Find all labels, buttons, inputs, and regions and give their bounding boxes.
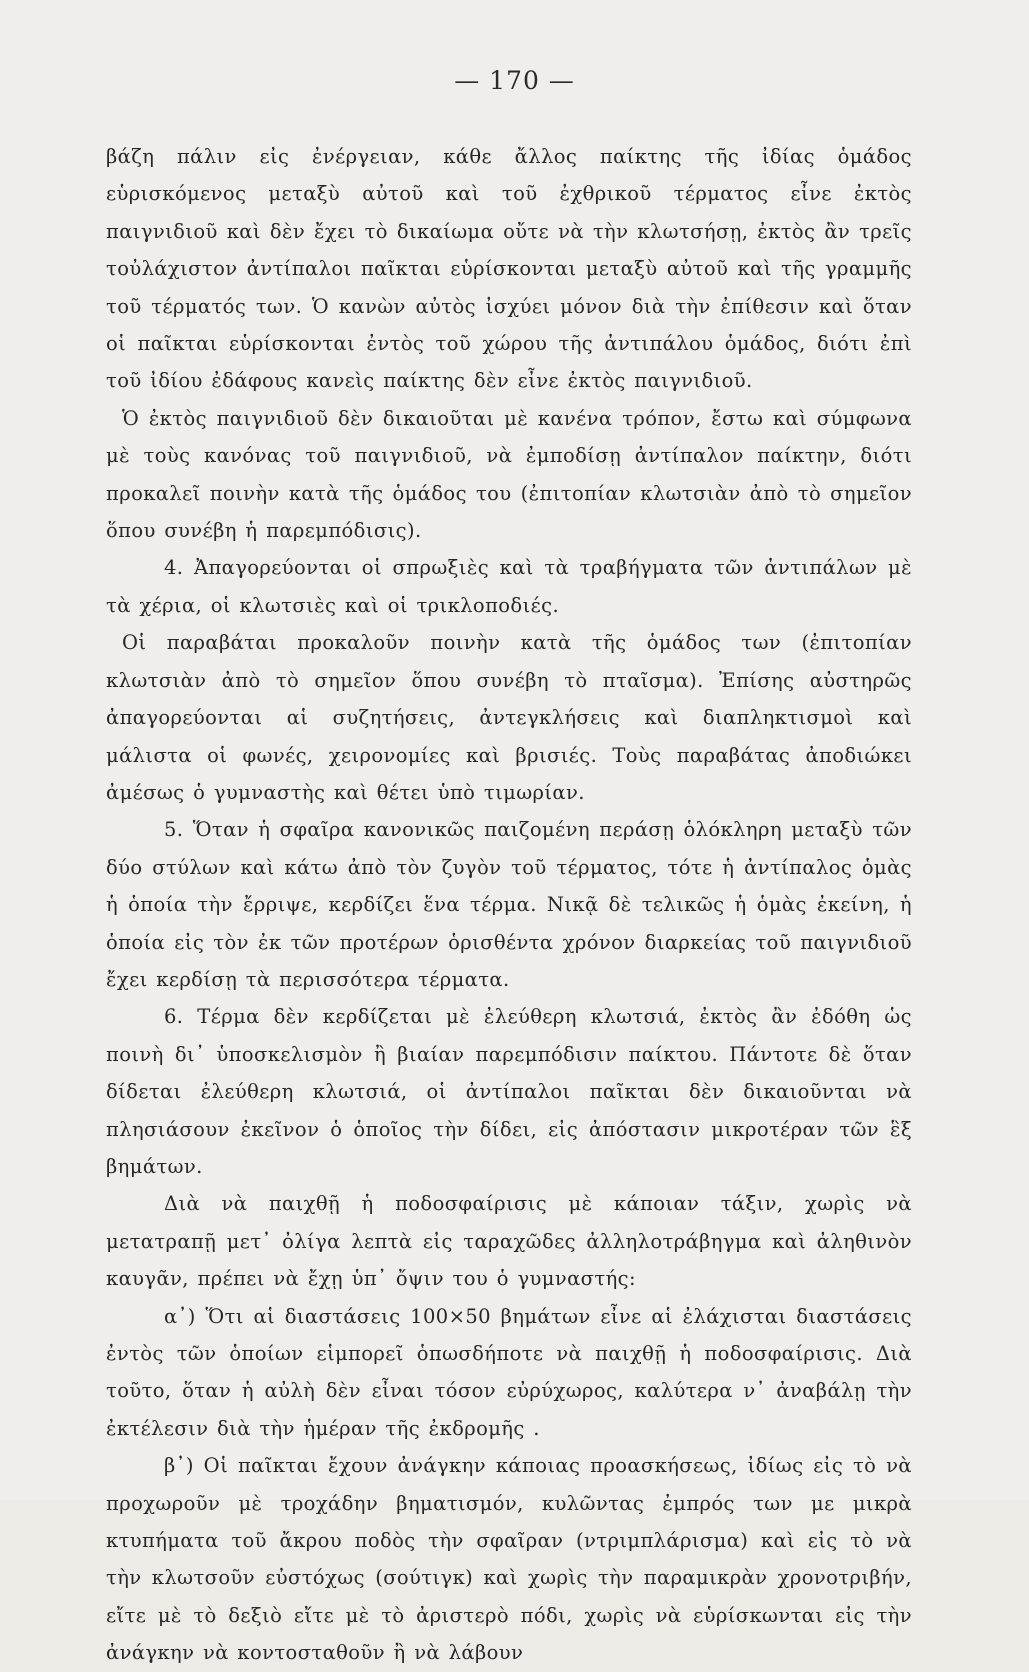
paragraph-rule-4: 4. Ἀπαγορεύονται οἱ σπρωξιὲς καὶ τὰ τραβήγματα τῶν ἀντιπάλων μὲ τὰ χέρια, οἱ κλωτσιὲς καὶ οἱ τρικλοποδιές. <box>106 556 912 617</box>
paragraph-offenders: Οἱ παραβάται προκαλοῦν ποινὴν κατὰ τῆς ὁμάδος των (ἐπιτοπίαν κλωτσιὰν ἀπὸ τὸ σημεῖον ὅπου συνέβη τὸ πταῖσμα). Ἐπίσης αὐστηρῶς ἀπαγορεύονται αἱ συζητήσεις, ἀντεγκλήσεις καὶ διαπληκτισμοὶ καὶ μάλιστα οἱ φωνές, χειρονομίες καὶ βρισιές. Τοὺς παραβάτας ἀποδιώκει ἀμέσως ὁ γυμναστὴς καὶ θέτει ὑπὸ τιμωρίαν. <box>106 631 912 804</box>
paragraph-offside-continued: βάζη πάλιν εἰς ἐνέργειαν, κάθε ἄλλος παίκτης τῆς ἰδίας ὁμάδος εὑρισκόμενος μεταξὺ αὐτοῦ καὶ τοῦ ἐχθρικοῦ τέρματος εἶνε ἐκτὸς παιγνιδιοῦ καὶ δὲν ἔχει τὸ δικαίωμα οὔτε νὰ τὴν κλωτσήσῃ, ἐκτὸς ἂν τρεῖς τοὐλάχιστον ἀντίπαλοι παῖκται εὑρίσκονται μεταξὺ αὐτοῦ καὶ τῆς γραμμῆς τοῦ τέρματός των. Ὁ κανὼν αὐτὸς ἰσχύει μόνον διὰ τὴν ἐπίθεσιν καὶ ὅταν οἱ παῖκται εὑρίσκονται ἐντὸς τοῦ χώρου τῆς ἀντιπάλου ὁμάδος, διότι ἐπὶ τοῦ ἰδίου ἐδάφους κανεὶς παίκτης δὲν εἶνε ἐκτὸς παιγνιδιοῦ. <box>106 145 912 393</box>
paragraph-note-b: β᾽) Οἱ παῖκται ἔχουν ἀνάγκην κάποιας προασκήσεως, ἰδίως εἰς τὸ νὰ προχωροῦν μὲ τροχάδην βηματισμόν, κυλῶντας ἐμπρός των με μικρὰ κτυπήματα τοῦ ἄκρου ποδὸς τὴν σφαῖραν (ντριμπλάρισμα) καὶ εἰς τὸ νὰ τὴν κλωτσοῦν εὐστόχως (σούτιγκ) καὶ χωρὶς τὴν παραμικρὰν χρονοτριβήν, εἴτε μὲ τὸ δεξιὸ εἴτε μὲ τὸ ἀριστερὸ πόδι, χωρὶς νὰ εὑρίσκωνται εἰς τὴν ἀνάγκην νὰ κοντοσταθοῦν ἢ νὰ λάβουν <box>106 1454 912 1665</box>
paragraph-offside-penalty: Ὁ ἐκτὸς παιγνιδιοῦ δὲν δικαιοῦται μὲ κανένα τρόπον, ἔστω καὶ σύμφωνα μὲ τοὺς κανόνας τοῦ παιγνιδιοῦ, νὰ ἐμποδίσῃ ἀντίπαλον παίκτην, διότι προκαλεῖ ποινὴν κατὰ τῆς ὁμάδος του (ἐπιτοπίαν κλωτσιὰν ἀπὸ τὸ σημεῖον ὅπου συνέβη ἡ παρεμπόδισις). <box>106 406 912 543</box>
paragraph-note-a: α᾽) Ὅτι αἱ διαστάσεις 100×50 βημάτων εἶνε αἱ ἐλάχισται διαστάσεις ἐντὸς τῶν ὁποίων εἱμπορεῖ ὁπωσδήποτε νὰ παιχθῇ ἡ ποδοσφαίρισις. Διὰ τοῦτο, ὅταν ἡ αὐλὴ δὲν εἶναι τόσον εὐρύχωρος, καλύτερα ν᾽ ἀναβάλῃ τὴν ἐκτέλεσιν διὰ τὴν ἡμέραν τῆς ἐκδρομῆς . <box>106 1304 912 1440</box>
paragraph-instructor-notes: Διὰ νὰ παιχθῇ ἡ ποδοσφαίρισις μὲ κάποιαν τάξιν, χωρὶς νὰ μετατραπῇ μετ᾽ ὀλίγα λεπτὰ εἰς ταραχῶδες ἀλληλοτράβηγμα καὶ ἀληθινὸν καυγᾶν, πρέπει νὰ ἔχῃ ὑπ᾽ ὄψιν του ὁ γυμναστής: <box>106 1192 912 1291</box>
page-text <box>106 138 912 1672</box>
paragraph-rule-5: 5. Ὅταν ἡ σφαῖρα κανονικῶς παιζομένη περάσῃ ὁλόκληρη μεταξὺ τῶν δύο στύλων καὶ κάτω ἀπὸ τὸν ζυγὸν τοῦ τέρματος, τότε ἡ ἀντίπαλος ὁμὰς ἡ ὁποία τὴν ἔρριψε, κερδίζει ἕνα τέρμα. Νικᾷ δὲ τελικῶς ἡ ὁμὰς ἐκείνη, ἡ ὁποία εἰς τὸν ἐκ τῶν προτέρων ὁρισθέντα χρόνον διαρκείας τοῦ παιγνιδιοῦ ἔχει κερδίσῃ τὰ περισσότερα τέρματα. <box>106 818 912 991</box>
page-number: — 170 — <box>454 66 575 95</box>
paragraph-rule-6: 6. Τέρμα δὲν κερδίζεται μὲ ἐλεύθερη κλωτσιά, ἐκτὸς ἂν ἐδόθη ὡς ποινὴ δι᾽ ὑποσκελισμὸν ἢ βιαίαν παρεμπόδισιν παίκτου. Πάντοτε δὲ ὅταν δίδεται ἐλεύθερη κλωτσιά, οἱ ἀντίπαλοι παῖκται δὲν δικαιοῦνται νὰ πλησιάσουν ἐκεῖνον ὁ ὁποῖος τὴν δίδει, εἰς ἀπόστασιν μικροτέραν τῶν ἓξ βημάτων. <box>106 1005 912 1178</box>
